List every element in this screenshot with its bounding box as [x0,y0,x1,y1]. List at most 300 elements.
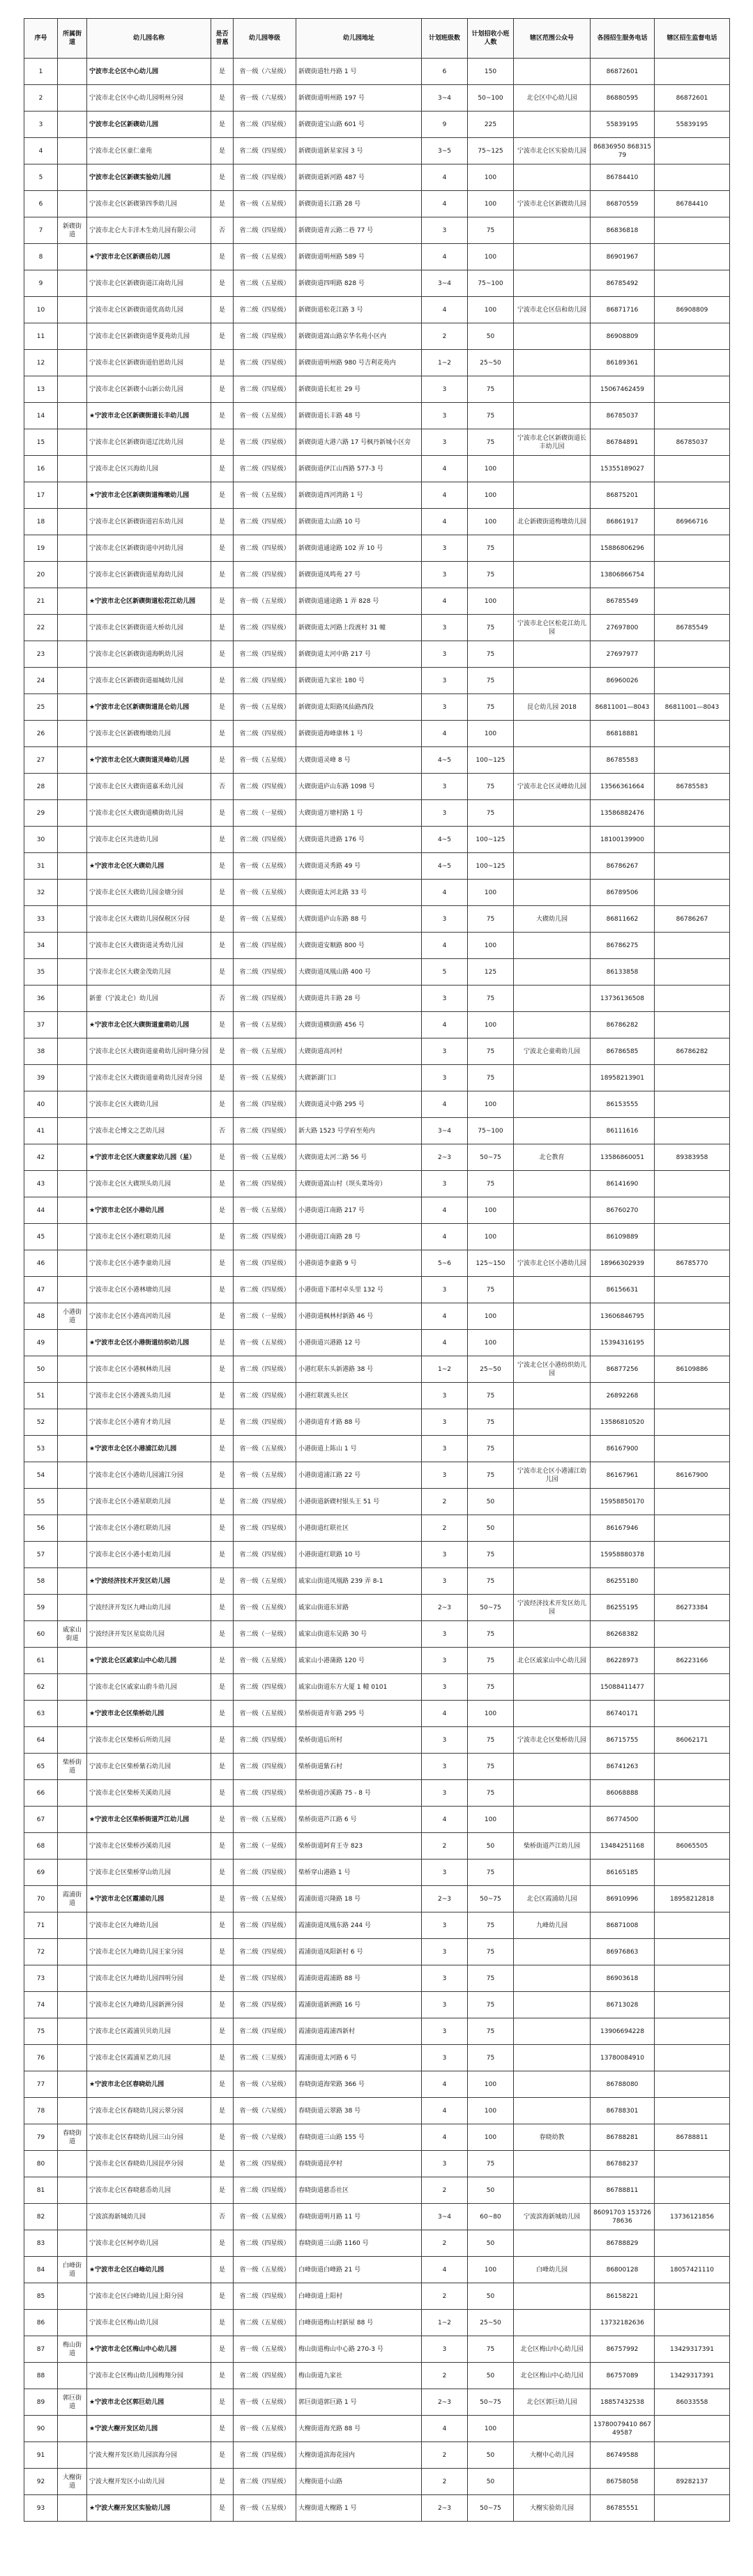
table-row [24,2469,730,2495]
cell-classes: 5~6 [422,1250,468,1277]
cell-kids: 50 [468,2469,514,2495]
cell-no: 38 [24,1038,58,1065]
cell-account [514,1621,591,1648]
cell-puhui: 是 [211,2416,234,2442]
cell-kids: 75 [468,641,514,668]
cell-name: 宁波市北仑区柴桥穿山幼儿园 [87,1860,211,1886]
cell-street [58,2363,87,2389]
cell-no: 52 [24,1409,58,1436]
cell-address: 郭巨街道郭巨路 1 号 [296,2389,422,2416]
cell-kids: 75~100 [468,270,514,297]
cell-classes: 4 [422,2071,468,2098]
cell-account: 九峰幼儿园 [514,1912,591,1939]
cell-name: 宁波市北仑区新碶梅墩幼儿园 [87,721,211,747]
cell-no: 85 [24,2283,58,2310]
cell-no: 91 [24,2442,58,2469]
table-row [24,1939,730,1965]
cell-name: ★宁波市北仑区新碶街道松花江幼儿园 [87,588,211,615]
cell-street [58,59,87,85]
cell-classes: 2~3 [422,2495,468,2522]
cell-classes: 4 [422,588,468,615]
header-account: 辖区范围公众号 [514,19,591,59]
cell-account: 柴桥街道芦江幼儿园 [514,1833,591,1860]
cell-puhui: 是 [211,2442,234,2469]
cell-puhui: 是 [211,2098,234,2124]
cell-no: 22 [24,615,58,641]
cell-level: 省二级（四星级） [234,2018,296,2045]
cell-phone: 86740171 [591,1701,655,1727]
cell-street [58,1833,87,1860]
cell-phone: 13586860051 [591,1144,655,1171]
cell-phone: 86167946 [591,1515,655,1542]
cell-puhui: 是 [211,1674,234,1701]
table-row [24,959,730,986]
cell-street [58,191,87,217]
table-row [24,1118,730,1144]
cell-supervision [655,800,730,827]
cell-no: 15 [24,429,58,456]
cell-phone: 86903618 [591,1965,655,1992]
cell-phone: 13586810520 [591,1409,655,1436]
cell-phone: 86818881 [591,721,655,747]
cell-no: 71 [24,1912,58,1939]
cell-supervision: 13736121856 [655,2204,730,2230]
cell-address: 大碶街道高河村 [296,1038,422,1065]
cell-puhui: 是 [211,456,234,482]
cell-kids: 25~50 [468,2310,514,2336]
cell-kids: 50 [468,2177,514,2204]
cell-name: 宁波市北仑区新碶街道星海幼儿园 [87,562,211,588]
cell-phone: 86784410 [591,164,655,191]
cell-no: 10 [24,297,58,323]
cell-phone: 86880595 [591,85,655,112]
cell-classes: 4 [422,509,468,535]
cell-address: 春晓街道三山路 1160 号 [296,2230,422,2257]
cell-classes: 3 [422,2018,468,2045]
cell-supervision [655,588,730,615]
cell-name: 宁波市北仑区共进幼儿园 [87,827,211,853]
table-row [24,853,730,880]
cell-street [58,1091,87,1118]
table-row [24,641,730,668]
cell-supervision: 86785037 [655,429,730,456]
cell-kids: 75 [468,1409,514,1436]
cell-no: 4 [24,138,58,164]
cell-address: 霞浦街道新洲路 16 号 [296,1992,422,2018]
cell-street [58,535,87,562]
cell-address: 霞浦街道霞浦路 88 号 [296,1965,422,1992]
cell-phone: 86141690 [591,1171,655,1197]
cell-kids: 50 [468,323,514,350]
cell-street: 霞浦街道 [58,1886,87,1912]
cell-no: 30 [24,827,58,853]
cell-classes: 2~3 [422,1595,468,1621]
cell-level: 省二级（四星级） [234,164,296,191]
cell-puhui: 是 [211,2310,234,2336]
cell-classes: 4~5 [422,747,468,774]
cell-name: 宁波市北仑区大碶坝头幼儿园 [87,1171,211,1197]
cell-name: 宁波市北仑区小港红联幼儿园 [87,1224,211,1250]
cell-no: 61 [24,1648,58,1674]
cell-level: 省一级（五星级） [234,1807,296,1833]
cell-puhui: 是 [211,164,234,191]
cell-name: 宁波市北仑区小港李童幼儿园 [87,1250,211,1277]
cell-puhui: 是 [211,1383,234,1409]
cell-account [514,1515,591,1542]
cell-account [514,1409,591,1436]
cell-puhui: 是 [211,1701,234,1727]
cell-kids: 50 [468,2442,514,2469]
cell-puhui: 是 [211,1939,234,1965]
cell-classes: 4 [422,1807,468,1833]
cell-supervision [655,1568,730,1595]
cell-classes: 4 [422,191,468,217]
cell-level: 省一级（五星级） [234,2495,296,2522]
cell-street [58,827,87,853]
cell-supervision: 86786267 [655,906,730,933]
cell-puhui: 是 [211,1860,234,1886]
table-row [24,1356,730,1383]
cell-kids: 75 [468,2336,514,2363]
table-row [24,1754,730,1780]
cell-kids: 50 [468,1489,514,1515]
cell-level: 省二级（四星级） [234,1409,296,1436]
cell-kids: 60~80 [468,2204,514,2230]
cell-address: 白峰街道梅山村新屋 88 号 [296,2310,422,2336]
cell-name: 宁波市北仑区柴桥关溪幼儿园 [87,1780,211,1807]
cell-address: 大碶街道凤凰山路 400 号 [296,959,422,986]
cell-no: 57 [24,1542,58,1568]
cell-no: 63 [24,1701,58,1727]
cell-level: 省一级（五星级） [234,747,296,774]
cell-no: 33 [24,906,58,933]
table-row [24,2018,730,2045]
cell-kids: 75 [468,1038,514,1065]
cell-supervision [655,562,730,588]
cell-supervision: 86273384 [655,1595,730,1621]
cell-no: 28 [24,774,58,800]
cell-no: 83 [24,2230,58,2257]
cell-phone: 18958213901 [591,1065,655,1091]
cell-supervision [655,1754,730,1780]
cell-account [514,562,591,588]
cell-no: 7 [24,217,58,244]
cell-account [514,217,591,244]
table-row [24,1436,730,1462]
cell-account: 宁波市北仑区小港幼儿园 [514,1250,591,1277]
cell-no: 39 [24,1065,58,1091]
cell-no: 16 [24,456,58,482]
cell-address: 大榭街道小山路 [296,2469,422,2495]
cell-level: 省二级（四星级） [234,2177,296,2204]
cell-name: 宁波市北仑区新碶街道大桥幼儿园 [87,615,211,641]
cell-phone: 86189361 [591,350,655,376]
cell-address: 春晓街道云翠路 38 号 [296,2098,422,2124]
cell-phone: 86068888 [591,1780,655,1807]
cell-no: 23 [24,641,58,668]
cell-no: 14 [24,403,58,429]
cell-classes: 2 [422,1833,468,1860]
cell-no: 46 [24,1250,58,1277]
cell-puhui: 是 [211,853,234,880]
cell-street: 郭巨街道 [58,2389,87,2416]
cell-account [514,1965,591,1992]
cell-phone: 86811001—8043 [591,694,655,721]
cell-no: 70 [24,1886,58,1912]
cell-classes: 3 [422,1383,468,1409]
cell-kids: 150 [468,59,514,85]
cell-level: 省二级（四星级） [234,1780,296,1807]
cell-phone: 13806866754 [591,562,655,588]
cell-classes: 3 [422,1542,468,1568]
cell-kids: 100 [468,456,514,482]
cell-address: 戚家山小港蒲路 120 号 [296,1648,422,1674]
cell-name: ★宁波大榭开发区幼儿园 [87,2416,211,2442]
cell-street [58,1515,87,1542]
cell-phone: 15958850170 [591,1489,655,1515]
table-row [24,1568,730,1595]
cell-account [514,2018,591,2045]
cell-address: 小港红联渡头社区 [296,1383,422,1409]
cell-no: 21 [24,588,58,615]
header-classes: 计划班级数 [422,19,468,59]
cell-phone: 13586882476 [591,800,655,827]
cell-no: 54 [24,1462,58,1489]
cell-level: 省二级（四星级） [234,668,296,694]
cell-puhui: 是 [211,562,234,588]
cell-puhui: 是 [211,1462,234,1489]
cell-name: ★宁波市北仑区小港街道纺织幼儿园 [87,1330,211,1356]
cell-classes: 3 [422,641,468,668]
cell-address: 霞浦街道凤阳新村 6 号 [296,1939,422,1965]
cell-name: ★宁波市北仑区霞浦幼儿园 [87,1886,211,1912]
cell-puhui: 是 [211,1568,234,1595]
cell-account [514,1118,591,1144]
cell-puhui: 是 [211,1277,234,1303]
cell-no: 82 [24,2204,58,2230]
cell-level: 省二级（四星级） [234,1171,296,1197]
cell-puhui: 是 [211,1303,234,1330]
cell-level: 省一级（五星级） [234,1595,296,1621]
cell-level: 省二级（四星级） [234,323,296,350]
cell-street [58,1965,87,1992]
cell-phone: 86786275 [591,933,655,959]
cell-account [514,933,591,959]
cell-street [58,853,87,880]
header-phone: 各园招生服务电话 [591,19,655,59]
cell-account: 昆仑幼儿园 2018 [514,694,591,721]
cell-kids: 100 [468,933,514,959]
cell-no: 58 [24,1568,58,1595]
cell-level: 省二级（四星级） [234,2469,296,2495]
cell-supervision [655,853,730,880]
cell-kids: 50~75 [468,1886,514,1912]
cell-classes: 4 [422,2098,468,2124]
cell-account [514,827,591,853]
cell-street [58,1674,87,1701]
cell-no: 20 [24,562,58,588]
cell-account [514,880,591,906]
cell-street [58,1648,87,1674]
cell-name: 宁波市北仑区梅山幼儿园 [87,2310,211,2336]
cell-kids: 75 [468,1754,514,1780]
cell-account [514,1012,591,1038]
cell-level: 省二级（一星级） [234,1621,296,1648]
cell-supervision: 86788811 [655,2124,730,2151]
cell-street [58,2230,87,2257]
cell-kids: 75 [468,615,514,641]
cell-account: 大榭中心幼儿园 [514,2442,591,2469]
cell-phone: 86111616 [591,1118,655,1144]
cell-supervision: 86966716 [655,509,730,535]
cell-name: ★宁波市北仑区新碶街道长丰幼儿园 [87,403,211,429]
cell-phone: 86788811 [591,2177,655,2204]
cell-supervision [655,138,730,164]
cell-address: 小港街道浦江路 22 号 [296,1462,422,1489]
cell-street [58,1250,87,1277]
cell-street [58,2071,87,2098]
cell-supervision [655,2045,730,2071]
cell-name: ★宁波大榭开发区实验幼儿园 [87,2495,211,2522]
cell-name: 宁波市北仑区新碶街道优高幼儿园 [87,297,211,323]
cell-puhui: 是 [211,191,234,217]
cell-phone: 15355189027 [591,456,655,482]
cell-supervision: 86785583 [655,774,730,800]
cell-account [514,2098,591,2124]
cell-account [514,1542,591,1568]
cell-name: 宁波市北仑区小港育才幼儿园 [87,1409,211,1436]
cell-phone: 86788080 [591,2071,655,2098]
cell-level: 省二级（五星级） [234,270,296,297]
cell-account [514,1568,591,1595]
cell-street [58,986,87,1012]
cell-puhui: 是 [211,959,234,986]
cell-supervision [655,2151,730,2177]
cell-phone: 13732182636 [591,2310,655,2336]
table-row [24,1965,730,1992]
cell-level: 省一级（五星级） [234,1144,296,1171]
table-row [24,429,730,456]
table-row [24,1197,730,1224]
cell-puhui: 是 [211,482,234,509]
cell-kids: 100 [468,244,514,270]
cell-supervision [655,1939,730,1965]
table-row [24,217,730,244]
cell-account: 宁波北仑童萌幼儿园 [514,1038,591,1065]
cell-puhui: 是 [211,1356,234,1383]
table-row [24,1807,730,1833]
header-street: 所属街道 [58,19,87,59]
cell-street: 白峰街道 [58,2257,87,2283]
table-row [24,191,730,217]
cell-account [514,1754,591,1780]
cell-no: 1 [24,59,58,85]
cell-puhui: 是 [211,933,234,959]
cell-street [58,1462,87,1489]
table-row [24,615,730,641]
cell-kids: 75~100 [468,1118,514,1144]
cell-address: 小港红联东头新港路 38 号 [296,1356,422,1383]
cell-street [58,482,87,509]
cell-classes: 3 [422,1436,468,1462]
cell-no: 66 [24,1780,58,1807]
cell-no: 5 [24,164,58,191]
cell-classes: 3 [422,2045,468,2071]
cell-no: 18 [24,509,58,535]
cell-phone: 86158221 [591,2283,655,2310]
cell-phone: 86156631 [591,1277,655,1303]
cell-supervision [655,376,730,403]
cell-street [58,2177,87,2204]
cell-kids: 75 [468,1912,514,1939]
cell-no: 90 [24,2416,58,2442]
cell-supervision [655,59,730,85]
cell-account [514,2283,591,2310]
cell-name: 宁波市北仑区春晓慈岙幼儿园 [87,2177,211,2204]
cell-phone: 86861917 [591,509,655,535]
cell-name: 宁波市北仑区小港高河幼儿园 [87,1303,211,1330]
cell-no: 2 [24,85,58,112]
cell-level: 省二级（四星级） [234,1277,296,1303]
cell-puhui: 是 [211,1727,234,1754]
cell-name: 宁波市北仑区童仁童苑 [87,138,211,164]
cell-account: 宁波经济技术开发区幼儿园 [514,1595,591,1621]
cell-name: 宁波市北仑区新碶街道中河幼儿园 [87,535,211,562]
table-row [24,2230,730,2257]
cell-supervision [655,2416,730,2442]
cell-classes: 3 [422,403,468,429]
cell-puhui: 是 [211,138,234,164]
cell-classes: 2 [422,2177,468,2204]
cell-supervision [655,1965,730,1992]
cell-address: 新碶街道伊江山西路 577-3 号 [296,456,422,482]
cell-supervision [655,1860,730,1886]
cell-level: 省一级（五星级） [234,853,296,880]
cell-phone: 86741263 [591,1754,655,1780]
cell-kids: 50 [468,2363,514,2389]
table-row [24,1171,730,1197]
cell-no: 49 [24,1330,58,1356]
cell-street [58,800,87,827]
cell-name: 宁波市北仑区春晓幼儿园三山分园 [87,2124,211,2151]
cell-supervision [655,959,730,986]
cell-address: 小港街道兴港路 12 号 [296,1330,422,1356]
cell-name: 宁波大榭开发区小山幼儿园 [87,2469,211,2495]
cell-level: 省二级（一星级） [234,800,296,827]
cell-street [58,2310,87,2336]
cell-phone: 86870559 [591,191,655,217]
cell-street [58,615,87,641]
cell-puhui: 否 [211,986,234,1012]
cell-level: 省二级（四星级） [234,2151,296,2177]
cell-name: 宁波市北仑区新碶街道华夏苑幼儿园 [87,323,211,350]
cell-level: 省二级（四星级） [234,2283,296,2310]
cell-phone: 13606846795 [591,1303,655,1330]
cell-account [514,1860,591,1886]
cell-supervision: 13429317391 [655,2336,730,2363]
cell-no: 88 [24,2363,58,2389]
cell-level: 省一级（六星级） [234,59,296,85]
cell-account [514,641,591,668]
cell-classes: 3 [422,1568,468,1595]
cell-street [58,1727,87,1754]
cell-puhui: 是 [211,747,234,774]
cell-kids: 75 [468,1383,514,1409]
cell-classes: 2 [422,2363,468,2389]
cell-no: 67 [24,1807,58,1833]
cell-supervision: 86109886 [655,1356,730,1383]
table-row [24,1648,730,1674]
